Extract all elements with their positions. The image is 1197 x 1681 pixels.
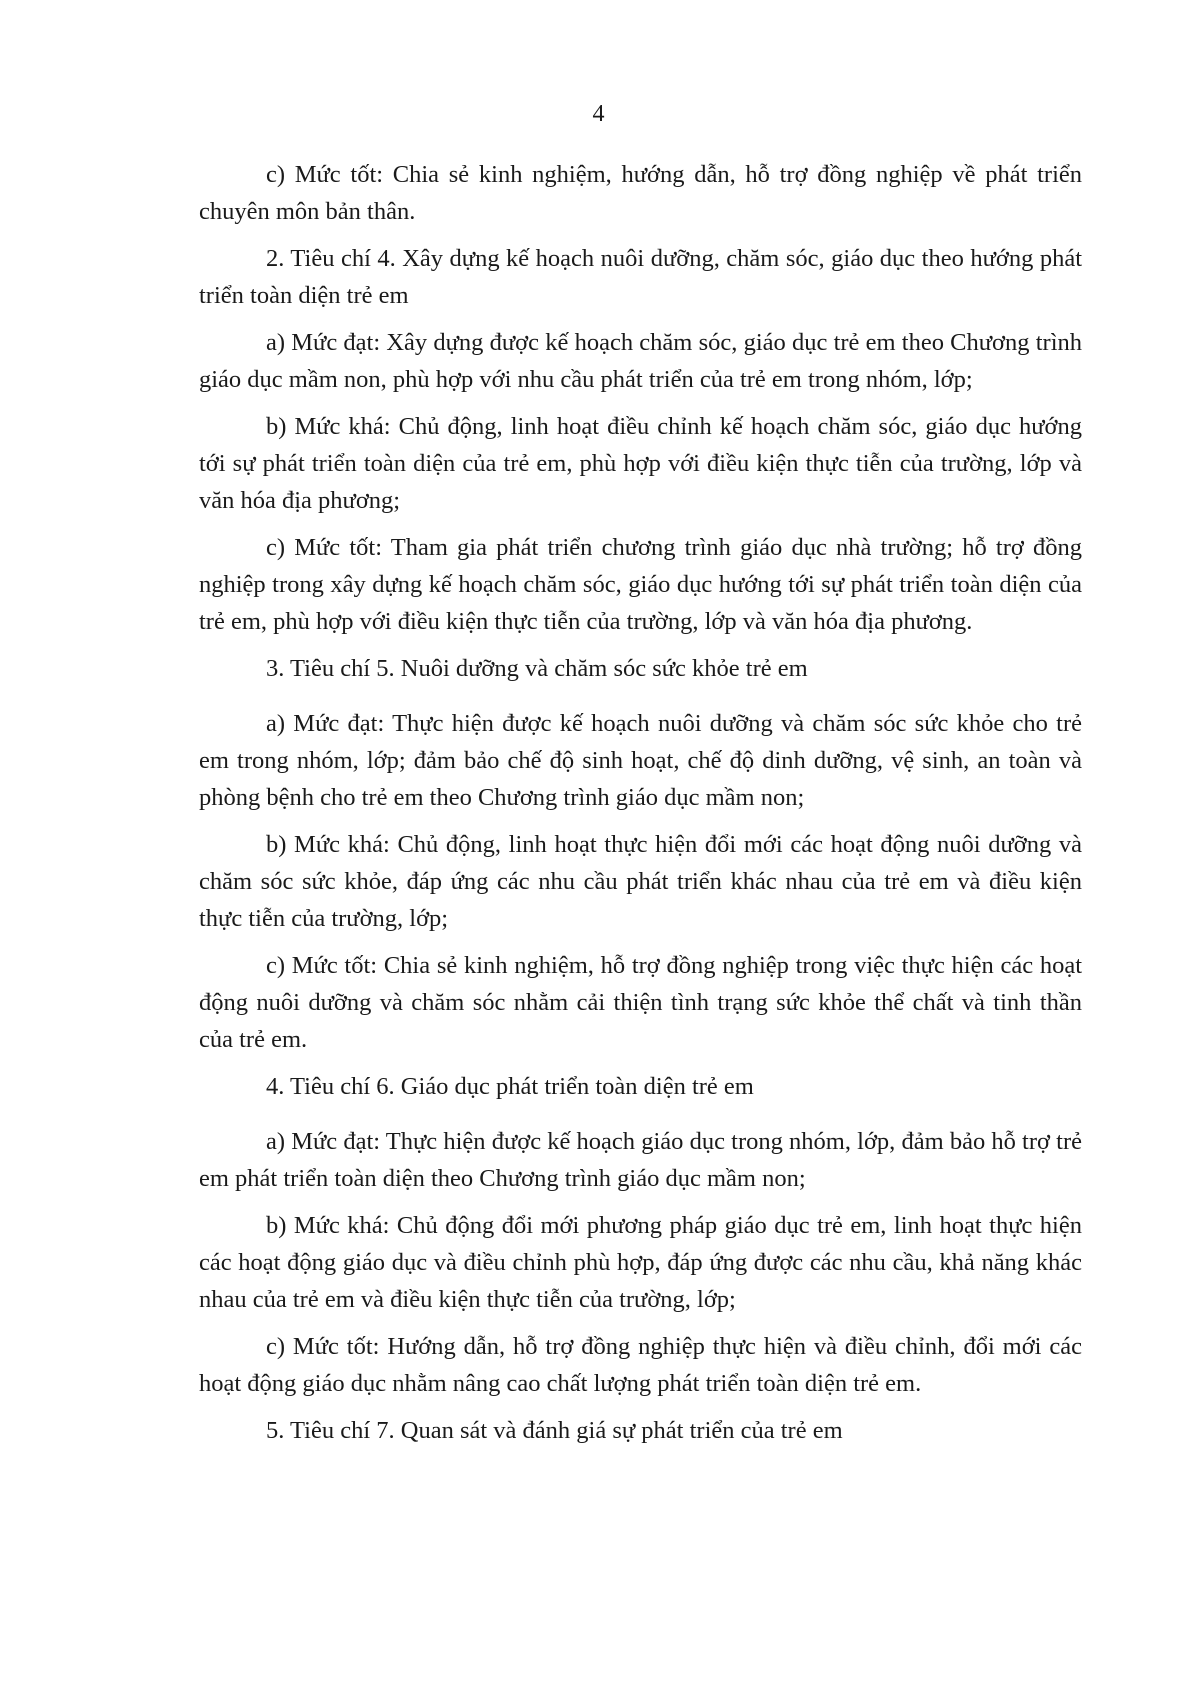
paragraph-b-criterion-5: b) Mức khá: Chủ động, linh hoạt thực hiện đổi mới các hoạt động nuôi dưỡng và chăm sóc sức khỏe, đáp ứng các nhu cầu phát triển khác nhau của trẻ em và điều kiện thực tiễn của trường, lớp;	[199, 831, 1082, 932]
page-number: 4	[592, 101, 605, 127]
paragraph-c-criterion-4: c) Mức tốt: Tham gia phát triển chương trình giáo dục nhà trường; hỗ trợ đồng nghiệp trong xây dựng kế hoạch chăm sóc, giáo dục hướng tới sự phát triển toàn diện của trẻ em, phù hợp với điều kiện thực tiễn của trường, lớp và văn hóa địa phương.	[199, 534, 1082, 635]
paragraph-c-criterion-5: c) Mức tốt: Chia sẻ kinh nghiệm, hỗ trợ đồng nghiệp trong việc thực hiện các hoạt động nuôi dưỡng và chăm sóc nhằm cải thiện tình trạng sức khỏe thể chất và tinh thần của trẻ em.	[199, 952, 1082, 1053]
paragraph-c-level-good-criterion-3: c) Mức tốt: Chia sẻ kinh nghiệm, hướng dẫn, hỗ trợ đồng nghiệp về phát triển chuyên môn bản thân.	[199, 161, 1082, 225]
criterion-4-heading: 2. Tiêu chí 4. Xây dựng kế hoạch nuôi dưỡng, chăm sóc, giáo dục theo hướng phát triển toàn diện trẻ em	[199, 245, 1082, 309]
paragraph-b-criterion-4: b) Mức khá: Chủ động, linh hoạt điều chỉnh kế hoạch chăm sóc, giáo dục hướng tới sự phát triển toàn diện của trẻ em, phù hợp với điều kiện thực tiễn của trường, lớp và văn hóa địa phương;	[199, 413, 1082, 514]
paragraph-a-criterion-5: a) Mức đạt: Thực hiện được kế hoạch nuôi dưỡng và chăm sóc sức khỏe cho trẻ em trong nhóm, lớp; đảm bảo chế độ sinh hoạt, chế độ dinh dưỡng, vệ sinh, an toàn và phòng bệnh cho trẻ em theo Chương trình giáo dục mầm non;	[199, 710, 1082, 811]
criterion-5-heading: 3. Tiêu chí 5. Nuôi dưỡng và chăm sóc sức khỏe trẻ em	[266, 655, 808, 682]
criterion-6-heading: 4. Tiêu chí 6. Giáo dục phát triển toàn diện trẻ em	[266, 1073, 754, 1100]
paragraph-c-criterion-6: c) Mức tốt: Hướng dẫn, hỗ trợ đồng nghiệp thực hiện và điều chỉnh, đổi mới các hoạt động giáo dục nhằm nâng cao chất lượng phát triển toàn diện trẻ em.	[199, 1333, 1082, 1397]
criterion-7-heading: 5. Tiêu chí 7. Quan sát và đánh giá sự phát triển của trẻ em	[266, 1417, 843, 1444]
paragraph-a-criterion-4: a) Mức đạt: Xây dựng được kế hoạch chăm sóc, giáo dục trẻ em theo Chương trình giáo dục mầm non, phù hợp với nhu cầu phát triển của trẻ em trong nhóm, lớp;	[199, 329, 1082, 393]
paragraph-a-criterion-6: a) Mức đạt: Thực hiện được kế hoạch giáo dục trong nhóm, lớp, đảm bảo hỗ trợ trẻ em phát triển toàn diện theo Chương trình giáo dục mầm non;	[199, 1128, 1082, 1192]
paragraph-b-criterion-6: b) Mức khá: Chủ động đổi mới phương pháp giáo dục trẻ em, linh hoạt thực hiện các hoạt động giáo dục và điều chỉnh phù hợp, đáp ứng được các nhu cầu, khả năng khác nhau của trẻ em và điều kiện thực tiễn của trường, lớp;	[199, 1212, 1082, 1313]
document-body	[199, 156, 1082, 1459]
